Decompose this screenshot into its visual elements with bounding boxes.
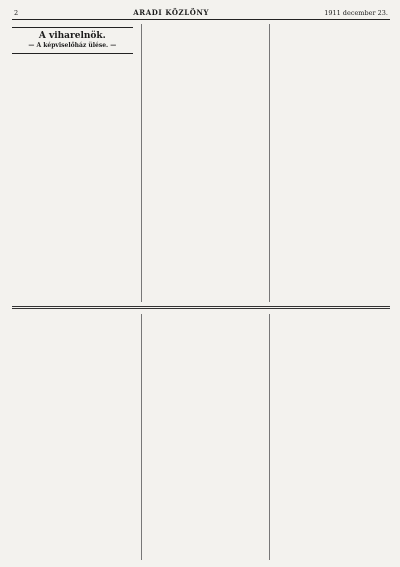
article-title: A viharelnök.: [38, 31, 106, 41]
upper-column-2: [141, 24, 262, 302]
upper-column-3: [269, 24, 390, 302]
publication-title: ARADI KÖZLÖNY: [133, 8, 210, 17]
lower-column-3: [269, 314, 390, 560]
upper-column-1: [12, 24, 133, 302]
article-headline-box: [12, 27, 133, 54]
article-subtitle: — A képviselőház ülése. —: [28, 42, 117, 49]
issue-date: 1911 december 23.: [324, 9, 388, 17]
newspaper-page: [12, 8, 390, 560]
lower-column-1: [12, 314, 133, 560]
section-divider: [12, 306, 390, 309]
running-head: [12, 8, 390, 20]
lower-column-2: [141, 314, 262, 560]
page-number: 2: [14, 9, 19, 17]
lower-columns: [12, 314, 390, 560]
upper-columns: [12, 24, 390, 302]
